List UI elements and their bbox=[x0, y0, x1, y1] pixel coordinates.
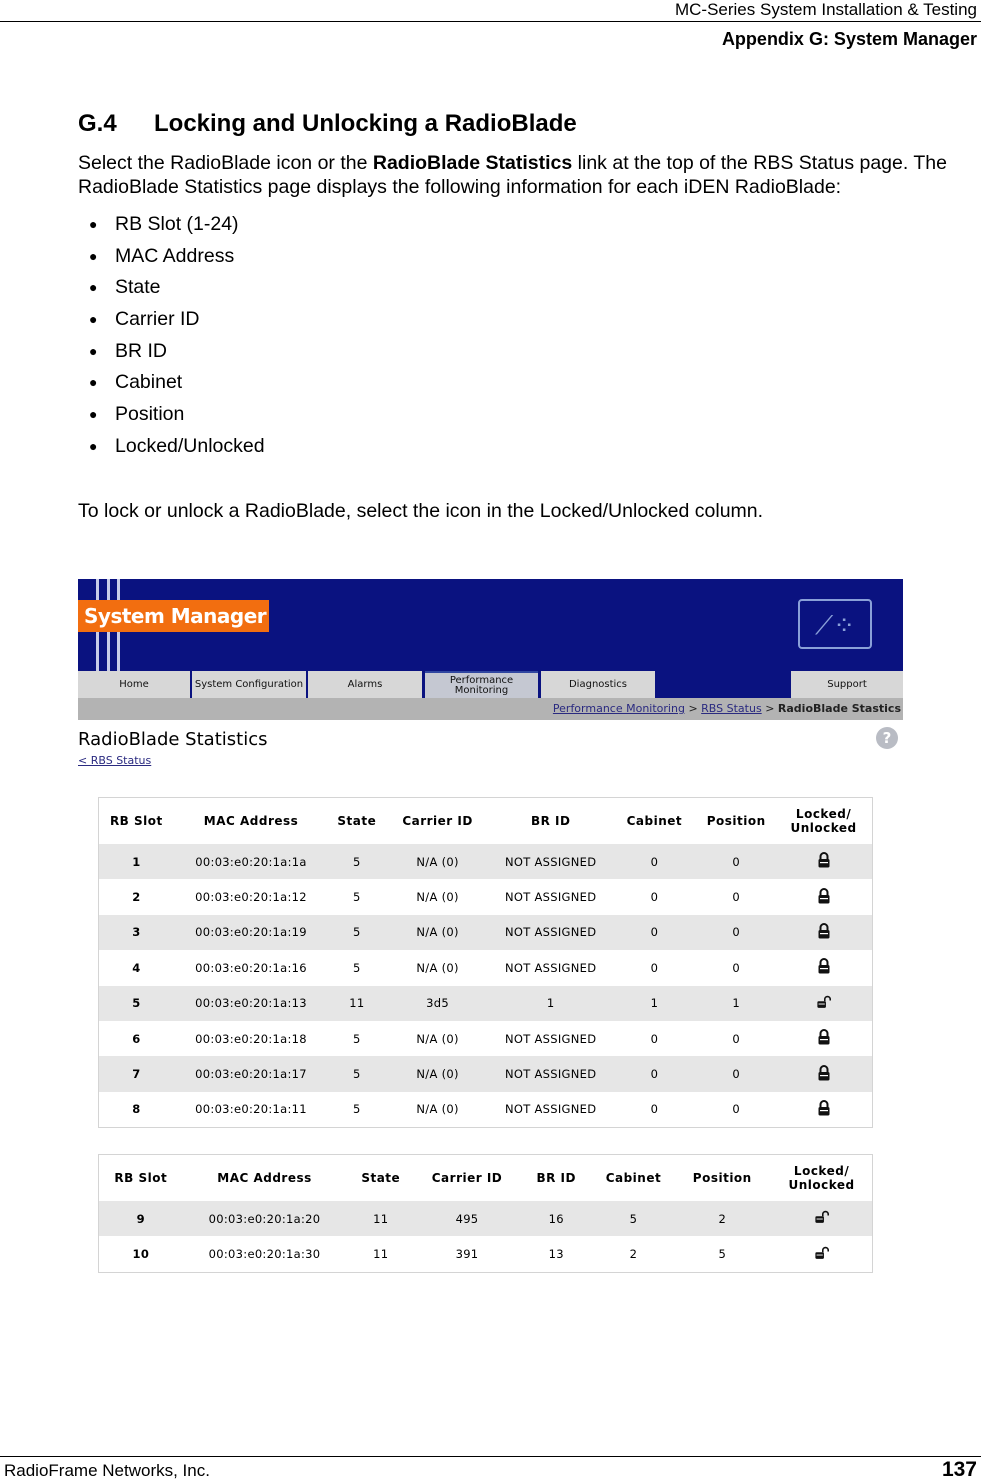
back-to-rbs-status-link[interactable]: < RBS Status bbox=[78, 754, 152, 767]
list-item-text: MAC Address bbox=[115, 244, 235, 267]
tab-system-configuration[interactable]: System Configuration bbox=[192, 671, 306, 698]
tab-support[interactable]: Support bbox=[791, 671, 903, 698]
cell-state: 5 bbox=[328, 1021, 385, 1056]
page-title: RadioBlade Statistics bbox=[78, 729, 268, 750]
list-item bbox=[78, 273, 265, 305]
cell-br-id: 1 bbox=[490, 986, 612, 1021]
table-row bbox=[99, 1056, 873, 1091]
col-position: Position bbox=[697, 798, 775, 845]
cell-mac-address: 00:03:e0:20:1a:13 bbox=[174, 986, 329, 1021]
locked-padlock-icon[interactable] bbox=[817, 893, 831, 907]
table-row bbox=[99, 915, 873, 950]
table-row bbox=[99, 1092, 873, 1128]
bullet-icon: ● bbox=[89, 342, 98, 359]
cell-rb-slot: 2 bbox=[99, 879, 174, 914]
col-mac-address: MAC Address bbox=[174, 798, 329, 845]
list-item bbox=[78, 210, 265, 242]
section-title: Locking and Unlocking a RadioBlade bbox=[154, 110, 577, 137]
col-state: State bbox=[328, 798, 385, 845]
locked-padlock-icon[interactable] bbox=[817, 928, 831, 942]
radioblade-table-2 bbox=[98, 1154, 873, 1273]
cell-state: 5 bbox=[328, 915, 385, 950]
tab-performance-monitoring[interactable] bbox=[425, 671, 538, 698]
tab-performance-line1: Performance bbox=[449, 674, 514, 686]
list-item-text: Position bbox=[115, 403, 185, 426]
cell-rb-slot: 7 bbox=[99, 1056, 174, 1091]
cell-mac-address: 00:03:e0:20:1a:17 bbox=[174, 1056, 329, 1091]
list-item bbox=[78, 337, 265, 369]
list-item bbox=[78, 305, 265, 337]
cell-br-id: NOT ASSIGNED bbox=[490, 1021, 612, 1056]
table-row bbox=[99, 986, 873, 1021]
cell-position: 0 bbox=[697, 1092, 775, 1128]
cell-position: 0 bbox=[697, 844, 775, 879]
list-item-text: RB Slot (1-24) bbox=[115, 213, 239, 235]
cell-rb-slot: 4 bbox=[99, 950, 174, 985]
breadcrumb-bar bbox=[78, 698, 903, 720]
cell-rb-slot: 6 bbox=[99, 1021, 174, 1056]
breadcrumb-separator: > bbox=[765, 702, 775, 715]
document-title: MC-Series System Installation & Testing bbox=[674, 0, 977, 19]
cell-lock-toggle bbox=[775, 1021, 872, 1056]
cell-cabinet: 0 bbox=[611, 950, 697, 985]
cell-br-id: 16 bbox=[519, 1201, 594, 1236]
col-locked-label: Locked/ bbox=[793, 1164, 850, 1178]
cell-mac-address: 00:03:e0:20:1a:19 bbox=[174, 915, 329, 950]
header-rule bbox=[0, 21, 981, 22]
cell-rb-slot: 1 bbox=[99, 844, 174, 879]
list-item bbox=[78, 432, 265, 464]
app-banner bbox=[78, 579, 903, 671]
cell-rb-slot: 5 bbox=[99, 986, 174, 1021]
list-item bbox=[78, 400, 265, 432]
table-row bbox=[99, 1201, 873, 1236]
help-icon[interactable]: ? bbox=[876, 727, 898, 749]
cell-carrier-id: N/A (0) bbox=[385, 879, 490, 914]
cell-cabinet: 0 bbox=[611, 879, 697, 914]
cell-mac-address: 00:03:e0:20:1a:20 bbox=[183, 1201, 347, 1236]
cell-br-id: 13 bbox=[519, 1236, 594, 1272]
cell-lock-toggle bbox=[771, 1236, 872, 1272]
col-rb-slot: RB Slot bbox=[99, 1155, 183, 1202]
cell-br-id: NOT ASSIGNED bbox=[490, 879, 612, 914]
col-cabinet: Cabinet bbox=[594, 1155, 674, 1202]
table-row bbox=[99, 950, 873, 985]
cell-state: 5 bbox=[328, 1092, 385, 1128]
cell-mac-address: 00:03:e0:20:1a:12 bbox=[174, 879, 329, 914]
col-unlocked-label: Unlocked bbox=[790, 821, 857, 835]
list-item bbox=[78, 242, 265, 274]
tab-home[interactable]: Home bbox=[78, 671, 190, 698]
cell-lock-toggle bbox=[775, 879, 872, 914]
col-rb-slot: RB Slot bbox=[99, 798, 174, 845]
cell-cabinet: 0 bbox=[611, 1021, 697, 1056]
cell-lock-toggle bbox=[775, 986, 872, 1021]
col-br-id: BR ID bbox=[519, 1155, 594, 1202]
cell-lock-toggle bbox=[775, 950, 872, 985]
cell-cabinet: 1 bbox=[611, 986, 697, 1021]
cell-br-id: NOT ASSIGNED bbox=[490, 950, 612, 985]
section-number: G.4 bbox=[78, 110, 117, 137]
cell-state: 5 bbox=[328, 844, 385, 879]
col-cabinet: Cabinet bbox=[611, 798, 697, 845]
table-header-row bbox=[99, 1155, 873, 1202]
cell-state: 11 bbox=[328, 986, 385, 1021]
cell-carrier-id: N/A (0) bbox=[385, 1056, 490, 1091]
locked-padlock-icon[interactable] bbox=[817, 1034, 831, 1048]
cell-rb-slot: 9 bbox=[99, 1201, 183, 1236]
footer-company: RadioFrame Networks, Inc. bbox=[4, 1461, 210, 1480]
breadcrumb-current: RadioBlade Stastics bbox=[777, 702, 901, 715]
breadcrumb-separator: > bbox=[688, 702, 698, 715]
bullet-icon: ● bbox=[89, 406, 98, 423]
cell-rb-slot: 3 bbox=[99, 915, 174, 950]
bullet-icon: ● bbox=[89, 216, 98, 232]
intro-paragraph bbox=[78, 151, 973, 199]
system-manager-logo[interactable]: System Manager bbox=[78, 600, 269, 632]
cell-carrier-id: N/A (0) bbox=[385, 950, 490, 985]
cell-position: 5 bbox=[673, 1236, 771, 1272]
cell-state: 5 bbox=[328, 1056, 385, 1091]
radioblade-table-1 bbox=[98, 797, 873, 1128]
col-carrier-id: Carrier ID bbox=[415, 1155, 519, 1202]
cell-position: 0 bbox=[697, 1056, 775, 1091]
tab-alarms[interactable]: Alarms bbox=[308, 671, 422, 698]
cell-br-id: NOT ASSIGNED bbox=[490, 1056, 612, 1091]
cell-state: 11 bbox=[346, 1201, 415, 1236]
cell-carrier-id: N/A (0) bbox=[385, 915, 490, 950]
cell-position: 1 bbox=[697, 986, 775, 1021]
col-state: State bbox=[346, 1155, 415, 1202]
col-locked-label: Locked/ bbox=[795, 807, 852, 821]
cell-mac-address: 00:03:e0:20:1a:16 bbox=[174, 950, 329, 985]
intro-bold-link-name: RadioBlade Statistics bbox=[372, 152, 573, 174]
cell-cabinet: 0 bbox=[611, 915, 697, 950]
section-heading bbox=[78, 110, 577, 138]
cell-lock-toggle bbox=[775, 1092, 872, 1128]
cell-lock-toggle bbox=[775, 1056, 872, 1091]
cell-cabinet: 0 bbox=[611, 1092, 697, 1128]
cell-position: 2 bbox=[673, 1201, 771, 1236]
bullet-icon: ● bbox=[89, 279, 98, 296]
col-carrier-id: Carrier ID bbox=[385, 798, 490, 845]
cell-cabinet: 0 bbox=[611, 844, 697, 879]
page-number: 137 bbox=[941, 1458, 977, 1481]
list-item-text: State bbox=[115, 276, 161, 299]
bullet-icon: ● bbox=[89, 374, 98, 391]
cell-rb-slot: 8 bbox=[99, 1092, 174, 1128]
cell-carrier-id: N/A (0) bbox=[385, 1092, 490, 1128]
breadcrumb bbox=[553, 702, 901, 715]
cell-state: 5 bbox=[328, 879, 385, 914]
cell-carrier-id: N/A (0) bbox=[385, 1021, 490, 1056]
breadcrumb-rbs-status[interactable]: RBS Status bbox=[701, 702, 762, 715]
breadcrumb-performance-monitoring[interactable]: Performance Monitoring bbox=[552, 702, 685, 715]
table-row bbox=[99, 879, 873, 914]
col-br-id: BR ID bbox=[490, 798, 612, 845]
intro-text-end: link at the top of the RBS Status page. The RadioBlade Statistics page displays the following information for each iDEN RadioBlade: bbox=[78, 152, 947, 198]
radioframe-emblem-icon: ⟋⁘ bbox=[798, 599, 872, 649]
cell-mac-address: 00:03:e0:20:1a:11 bbox=[174, 1092, 329, 1128]
tab-diagnostics[interactable]: Diagnostics bbox=[541, 671, 655, 698]
col-locked-unlocked bbox=[775, 798, 872, 845]
cell-br-id: NOT ASSIGNED bbox=[490, 844, 612, 879]
bullet-icon: ● bbox=[89, 247, 98, 264]
cell-carrier-id: 495 bbox=[415, 1201, 519, 1236]
cell-carrier-id: N/A (0) bbox=[385, 844, 490, 879]
locked-padlock-icon[interactable] bbox=[817, 1070, 831, 1084]
cell-rb-slot: 10 bbox=[99, 1236, 183, 1272]
appendix-title: Appendix G: System Manager bbox=[721, 29, 977, 49]
cell-state: 5 bbox=[328, 950, 385, 985]
system-manager-screenshot bbox=[78, 579, 903, 1279]
list-item-text: Cabinet bbox=[115, 371, 183, 394]
cell-br-id: NOT ASSIGNED bbox=[490, 1092, 612, 1128]
table-row bbox=[99, 1021, 873, 1056]
locked-padlock-icon[interactable] bbox=[817, 1105, 831, 1119]
cell-br-id: NOT ASSIGNED bbox=[490, 915, 612, 950]
cell-position: 0 bbox=[697, 879, 775, 914]
col-position: Position bbox=[673, 1155, 771, 1202]
cell-mac-address: 00:03:e0:20:1a:1a bbox=[174, 844, 329, 879]
table-header-row bbox=[99, 798, 873, 845]
main-nav bbox=[78, 671, 903, 698]
cell-carrier-id: 391 bbox=[415, 1236, 519, 1272]
col-unlocked-label: Unlocked bbox=[788, 1178, 855, 1192]
cell-mac-address: 00:03:e0:20:1a:30 bbox=[183, 1236, 347, 1272]
intro-text-start: Select the RadioBlade icon or the bbox=[78, 152, 373, 174]
bullet-icon: ● bbox=[89, 311, 98, 328]
footer-rule bbox=[0, 1456, 981, 1457]
unlocked-padlock-icon[interactable] bbox=[817, 999, 831, 1013]
field-list bbox=[78, 210, 265, 464]
cell-state: 11 bbox=[346, 1236, 415, 1272]
list-item bbox=[78, 368, 265, 400]
locked-padlock-icon[interactable] bbox=[817, 963, 831, 977]
bullet-icon: ● bbox=[89, 437, 98, 454]
col-mac-address: MAC Address bbox=[183, 1155, 347, 1202]
table-row bbox=[99, 1236, 873, 1272]
cell-position: 0 bbox=[697, 915, 775, 950]
cell-position: 0 bbox=[697, 1021, 775, 1056]
list-item-text: BR ID bbox=[115, 339, 168, 362]
cell-mac-address: 00:03:e0:20:1a:18 bbox=[174, 1021, 329, 1056]
cell-lock-toggle bbox=[775, 915, 872, 950]
locked-padlock-icon[interactable] bbox=[817, 857, 831, 871]
unlocked-padlock-icon[interactable] bbox=[815, 1214, 829, 1228]
tab-performance-line2: Monitoring bbox=[454, 684, 509, 696]
cell-cabinet: 2 bbox=[594, 1236, 674, 1272]
instruction-text: To lock or unlock a RadioBlade, select the icon in the Locked/Unlocked column. bbox=[78, 500, 764, 522]
unlocked-padlock-icon[interactable] bbox=[815, 1250, 829, 1264]
table-row bbox=[99, 844, 873, 879]
col-locked-unlocked bbox=[771, 1155, 872, 1202]
cell-carrier-id: 3d5 bbox=[385, 986, 490, 1021]
list-item-text: Locked/Unlocked bbox=[115, 434, 265, 457]
cell-lock-toggle bbox=[775, 844, 872, 879]
cell-cabinet: 0 bbox=[611, 1056, 697, 1091]
list-item-text: Carrier ID bbox=[115, 308, 200, 331]
cell-position: 0 bbox=[697, 950, 775, 985]
cell-lock-toggle bbox=[771, 1201, 872, 1236]
cell-cabinet: 5 bbox=[594, 1201, 674, 1236]
